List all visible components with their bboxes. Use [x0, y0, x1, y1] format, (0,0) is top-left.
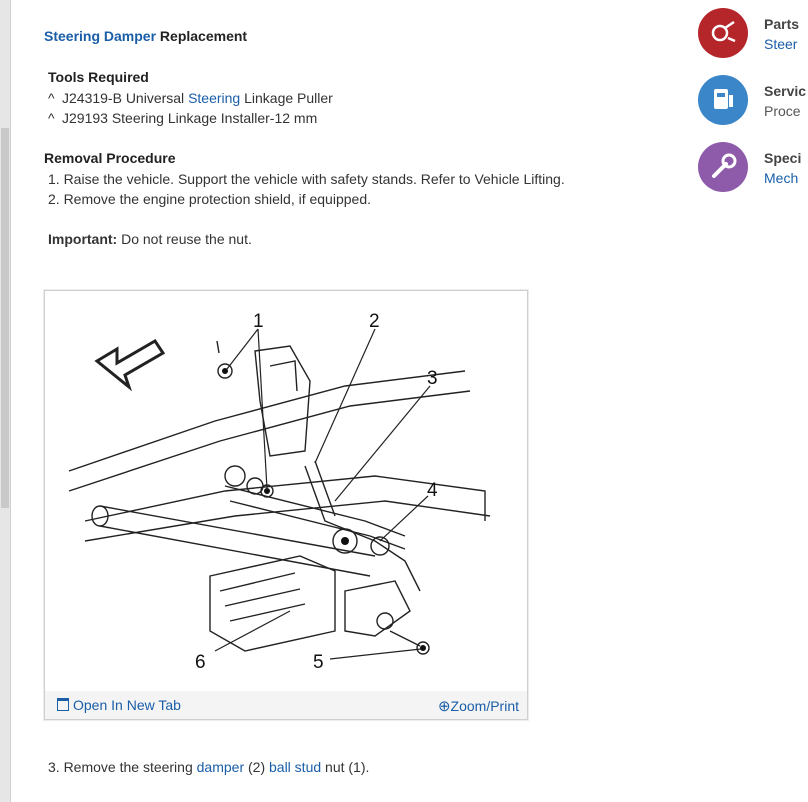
wrench-icon [698, 142, 748, 192]
sidebar-item-parts[interactable] [698, 8, 808, 58]
callout-2: 2 [369, 311, 380, 332]
title-rest: Replacement [156, 28, 248, 44]
sidebar-title: Speci [764, 150, 802, 166]
important-label: Important: [48, 231, 118, 247]
figure-container [44, 290, 528, 720]
tool-item [48, 90, 333, 106]
sidebar-link[interactable]: Steer [764, 36, 798, 52]
callout-5: 5 [313, 652, 324, 673]
tool-text: Linkage Puller [240, 90, 333, 106]
step-3 [48, 759, 369, 775]
callout-6: 6 [195, 652, 206, 673]
bullet: ^ [48, 90, 55, 106]
callout-1: 1 [253, 311, 264, 332]
ball-stud-link[interactable]: ball stud [269, 759, 322, 775]
step-2: 2. Remove the engine protection shield, if equipped. [48, 191, 371, 207]
sidebar-item-specifications[interactable] [698, 142, 808, 192]
step-1: 1. Raise the vehicle. Support the vehicle with safety stands. Refer to Vehicle Lifting. [48, 171, 565, 187]
step3-text: nut (1). [321, 759, 370, 775]
important-note [48, 231, 252, 247]
tools-heading: Tools Required [48, 69, 149, 85]
scrollbar-thumb[interactable] [1, 128, 9, 508]
tool-item [48, 110, 317, 126]
zoom-label: Zoom/Print [450, 698, 519, 714]
sidebar-link[interactable]: Mech [764, 170, 799, 186]
step3-text: 3. Remove the steering [48, 759, 197, 775]
open-in-new-tab-button[interactable] [57, 697, 181, 713]
figure-footer [45, 691, 527, 719]
step3-text: (2) [244, 759, 269, 775]
open-tab-icon [57, 698, 69, 711]
damper-link[interactable]: damper [196, 759, 245, 775]
service-icon [698, 75, 748, 125]
tool-text: J29193 Steering Linkage Installer-12 mm [62, 110, 318, 126]
steering-damper-diagram[interactable] [45, 291, 527, 691]
bullet: ^ [48, 110, 55, 126]
page-title [44, 28, 247, 44]
important-text: Do not reuse the nut. [117, 231, 252, 247]
parts-icon [698, 8, 748, 58]
title-link[interactable]: Steering Damper [44, 28, 157, 44]
removal-heading: Removal Procedure [44, 150, 176, 166]
sidebar-item-service[interactable] [698, 75, 808, 125]
open-label: Open In New Tab [73, 697, 181, 713]
tool-text: J24319-B Universal [62, 90, 189, 106]
sidebar-title: Parts [764, 16, 800, 32]
sidebar-subtitle: Proce [764, 103, 801, 119]
zoom-icon: ⊕ [437, 698, 451, 715]
front-arrow-icon [97, 341, 163, 387]
zoom-print-button[interactable] [438, 697, 519, 715]
left-scrollbar[interactable] [0, 0, 11, 802]
callout-4: 4 [427, 480, 438, 501]
callout-3: 3 [427, 368, 438, 389]
steering-link[interactable]: Steering [188, 90, 241, 106]
sidebar-title: Servic [764, 83, 807, 99]
